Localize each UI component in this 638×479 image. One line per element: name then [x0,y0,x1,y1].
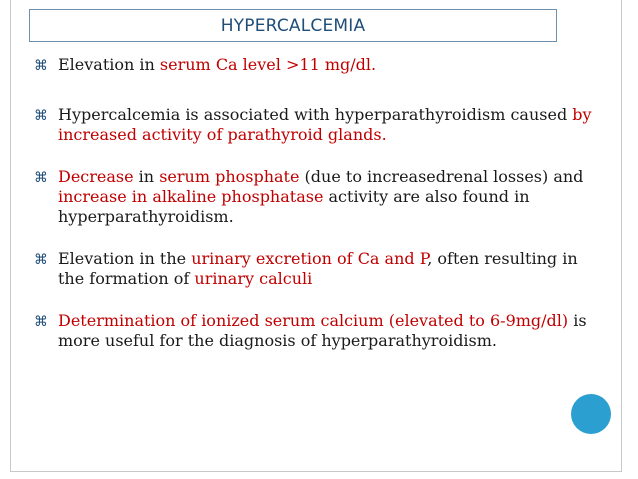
box-cross-bullet-icon: ⌘ [34,108,48,124]
bullet-text-1: Elevation in serum Ca level >11 mg/dl. [58,55,377,74]
bullet-item [34,105,594,145]
bullet-text-3: Decrease in serum phosphate (due to increasedrenal losses) and increase in alkaline phosphatase activity are also found in hyperparathyroidism. [58,167,584,226]
bullet-item [34,249,594,289]
box-cross-bullet-icon: ⌘ [34,58,48,74]
box-cross-bullet-icon: ⌘ [34,252,48,268]
bullet-item [34,55,594,75]
bullet-list [34,55,594,373]
slide-title: HYPERCALCEMIA [220,15,366,36]
bullet-text-2: Hypercalcemia is associated with hyperparathyroidism caused by increased activity of parathyroid glands. [58,105,592,144]
decorative-circle [571,394,611,434]
box-cross-bullet-icon: ⌘ [34,170,48,186]
bullet-text-4: Elevation in the urinary excretion of Ca and P, often resulting in the formation of urinary calculi [58,249,578,288]
bullet-item [34,167,594,227]
box-cross-bullet-icon: ⌘ [34,314,48,330]
title-box [29,9,557,42]
bullet-text-5: Determination of ionized serum calcium (elevated to 6-9mg/dl) is more useful for the diagnosis of hyperparathyroidism. [58,311,587,350]
bullet-item [34,311,594,351]
